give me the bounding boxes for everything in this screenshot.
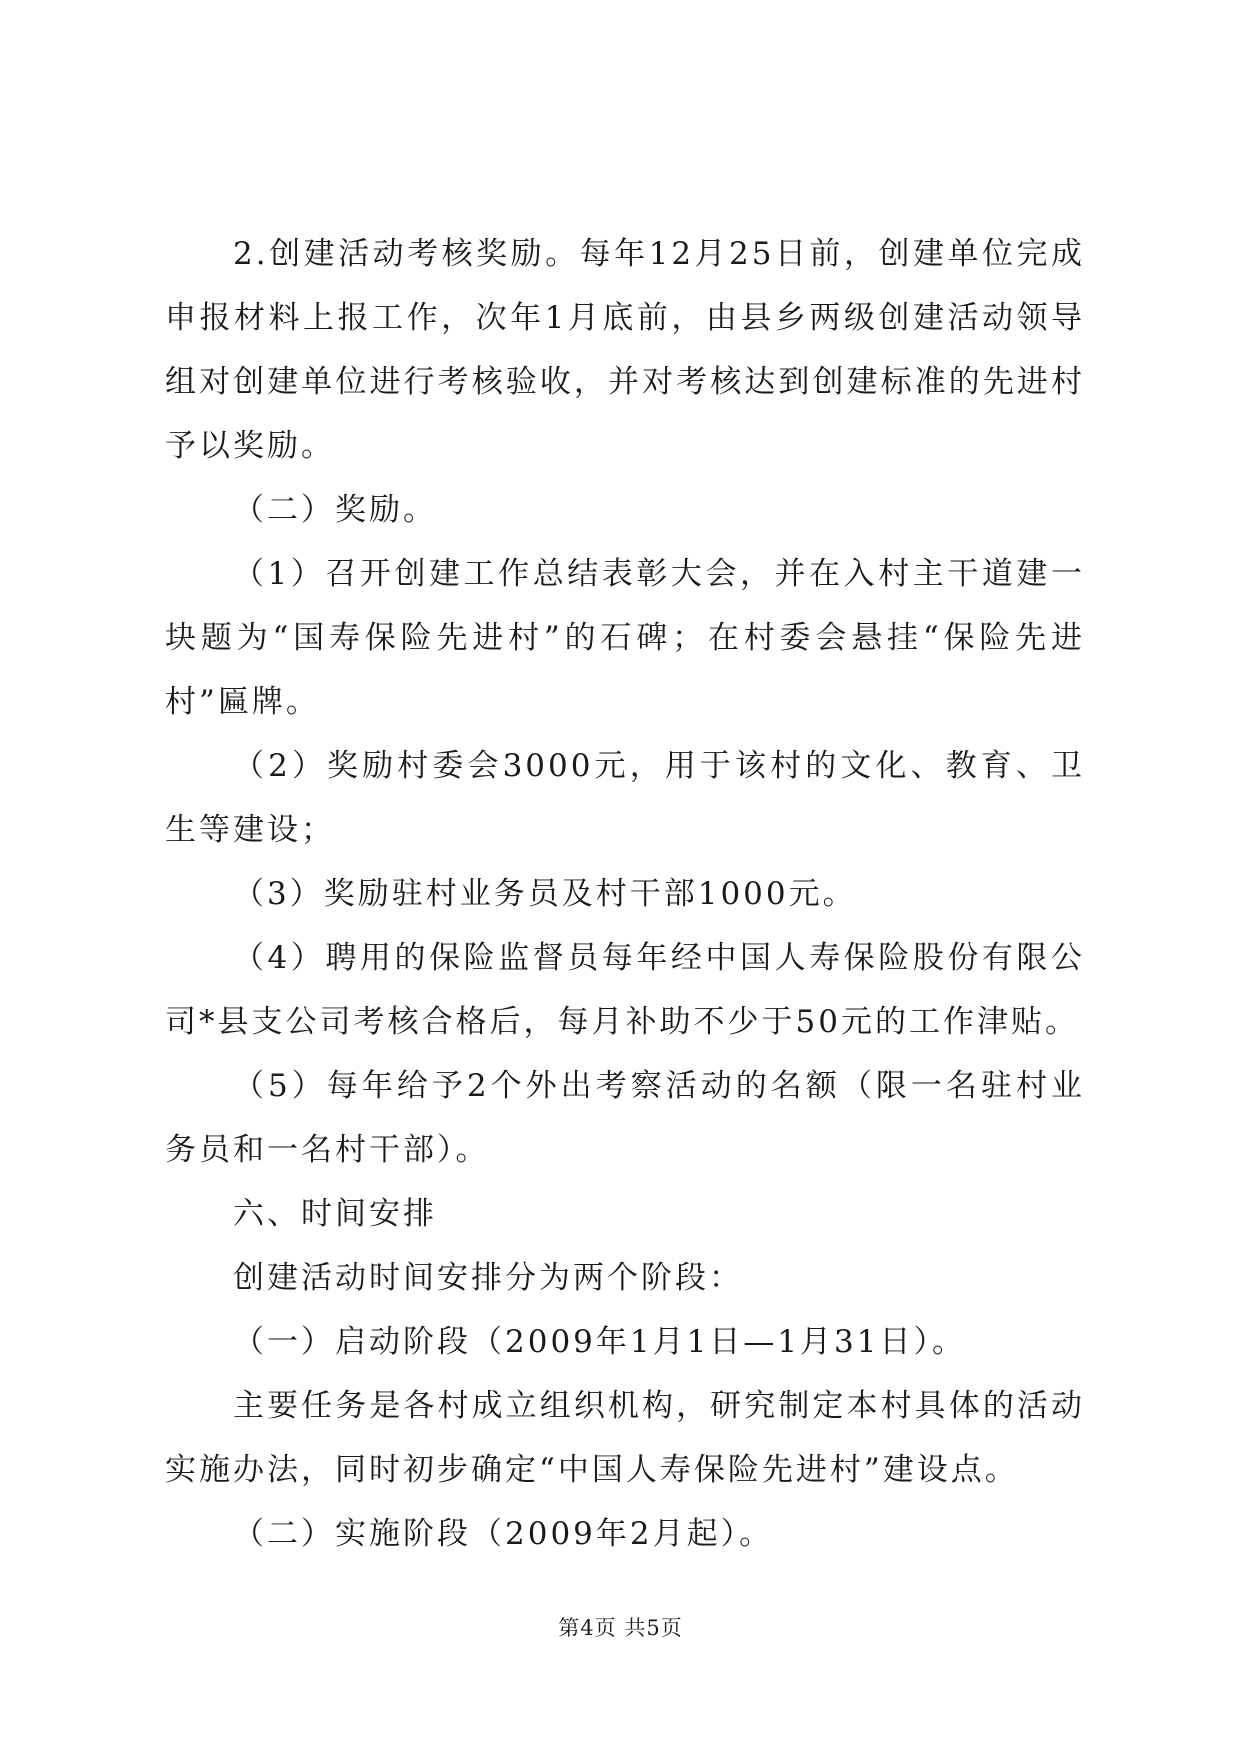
heading-launch-phase: （一）启动阶段（2009年1月1日—1月31日）。 (233, 1324, 967, 1360)
paragraph-launch-tasks: 主要任务是各村成立组织机构，研究制定本村具体的活动实施办法，同时初步确定“中国人寿保险先进村”建设点。 (165, 1388, 1085, 1488)
document-body (165, 222, 1085, 1566)
paragraph-reward-5: （5）每年给予2个外出考察活动的名额（限一名驻村业务员和一名村干部）。 (165, 1068, 1085, 1168)
page-number-footer: 第4页 共5页 (558, 1616, 683, 1640)
heading-schedule: 六、时间安排 (233, 1196, 437, 1232)
paragraph-assessment-reward: 2.创建活动考核奖励。每年12月25日前，创建单位完成申报材料上报工作，次年1月底前，由县乡两级创建活动领导组对创建单位进行考核验收，并对考核达到创建标准的先进村予以奖励。 (165, 236, 1085, 464)
paragraph-reward-3: （3）奖励驻村业务员及村干部1000元。 (233, 876, 857, 912)
paragraph-reward-2: （2）奖励村委会3000元，用于该村的文化、教育、卫生等建设； (165, 748, 1085, 848)
paragraph-schedule-intro: 创建活动时间安排分为两个阶段： (233, 1260, 743, 1296)
heading-implementation-phase: （二）实施阶段（2009年2月起）。 (233, 1516, 774, 1552)
paragraph-reward-1: （1）召开创建工作总结表彰大会，并在入村主干道建一块题为“国寿保险先进村”的石碑；在村委会悬挂“保险先进村”匾牌。 (165, 556, 1085, 720)
paragraph-reward-4: （4）聘用的保险监督员每年经中国人寿保险股份有限公司*县支公司考核合格后，每月补助不少于50元的工作津贴。 (165, 940, 1085, 1040)
heading-rewards: （二）奖励。 (233, 492, 437, 528)
